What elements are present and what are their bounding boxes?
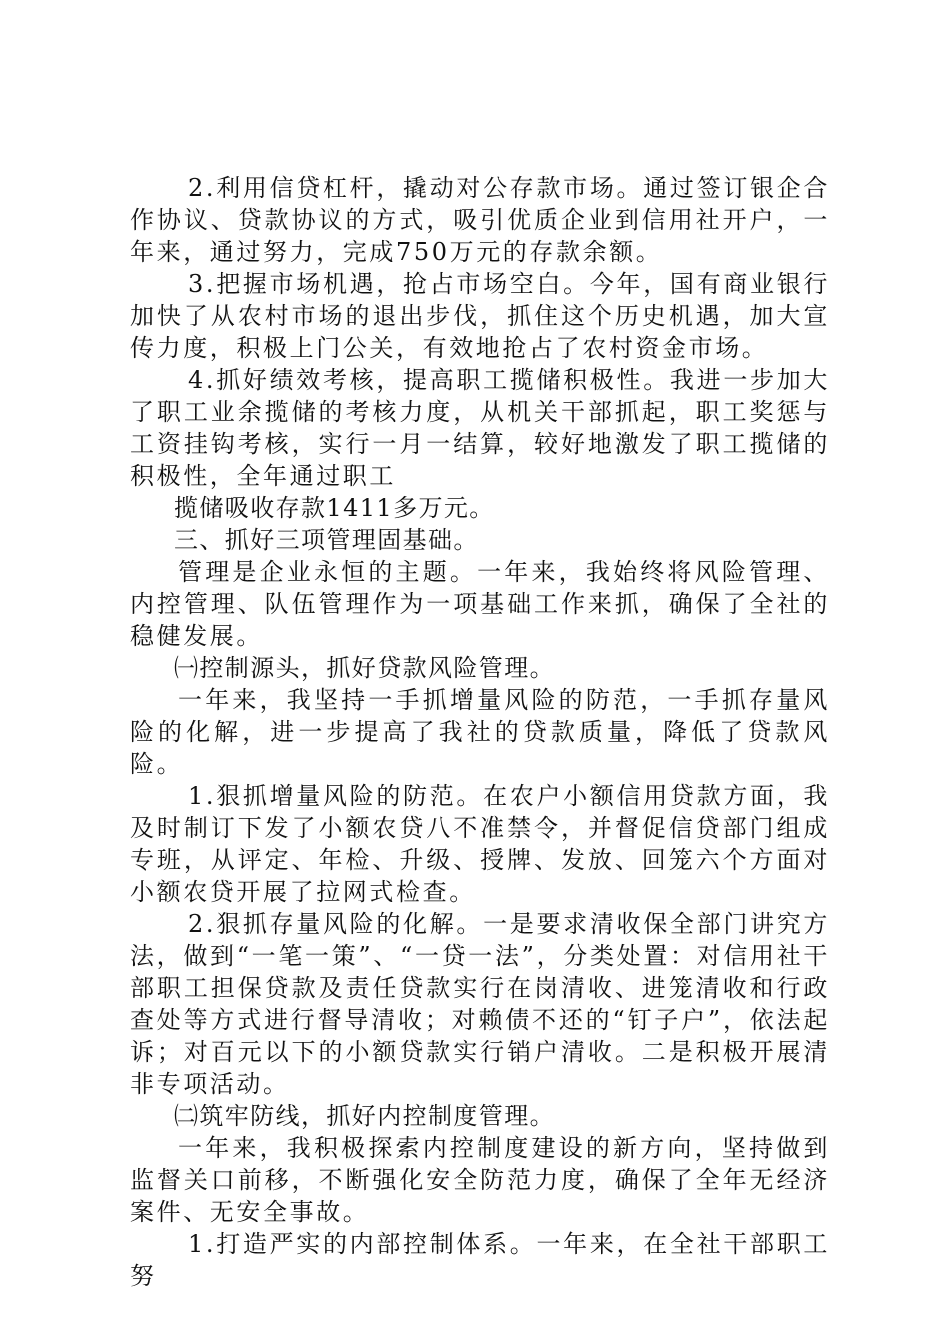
paragraph-performance-appraisal: 4.抓好绩效考核，提高职工揽储积极性。我进一步加大了职工业余揽储的考核力度，从机关干部抓起，职工奖惩与工资挂钩考核，实行一月一结算，较好地激发了职工揽储的积极性，全年通过职工 — [130, 366, 830, 490]
paragraph-control-system: 1.打造严实的内部控制体系。一年来，在全社干部职工努 — [130, 1230, 830, 1290]
paragraph-market-opportunity: 3.把握市场机遇，抢占市场空白。今年，国有商业银行加快了从农村市场的退出步伐，抓住这个历史机遇，加大宣传力度，积极上门公关，有效地抢占了农村资金市场。 — [130, 270, 830, 362]
paragraph-management-intro: 管理是企业永恒的主题。一年来，我始终将风险管理、内控管理、队伍管理作为一项基础工作来抓，确保了全社的稳健发展。 — [130, 558, 830, 650]
subsection-heading-loan-risk: ㈠控制源头，抓好贷款风险管理。 — [174, 654, 555, 682]
paragraph-deposit-leverage: 2.利用信贷杠杆，撬动对公存款市场。通过签订银企合作协议、贷款协议的方式，吸引优质企业到信用社开户，一年来，通过努力，完成750万元的存款余额。 — [130, 174, 830, 266]
paragraph-deposit-total: 揽储吸收存款1411多万元。 — [174, 494, 495, 522]
section-heading-three-managements: 三、抓好三项管理固基础。 — [174, 526, 479, 554]
subsection-heading-internal-control: ㈡筑牢防线，抓好内控制度管理。 — [174, 1102, 555, 1130]
paragraph-loan-risk-intro: 一年来，我坚持一手抓增量风险的防范，一手抓存量风险的化解，进一步提高了我社的贷款质量，降低了贷款风险。 — [130, 686, 830, 778]
paragraph-stock-risk: 2.狠抓存量风险的化解。一是要求清收保全部门讲究方法，做到“一笔一策”、“一贷一法”，分类处置：对信用社干部职工担保贷款及责任贷款实行在岗清收、进笼清收和行政查处等方式进行督导清收；对赖债不还的“钉子户”，依法起诉；对百元以下的小额贷款实行销户清收。二是积极开展清非专项活动。 — [130, 910, 830, 1098]
paragraph-internal-control-intro: 一年来，我积极探索内控制度建设的新方向，坚持做到监督关口前移，不断强化安全防范力度，确保了全年无经济案件、无安全事故。 — [130, 1134, 830, 1226]
document-body — [130, 172, 830, 1292]
paragraph-incremental-risk: 1.狠抓增量风险的防范。在农户小额信用贷款方面，我及时制订下发了小额农贷八不准禁令，并督促信贷部门组成专班，从评定、年检、升级、授牌、发放、回笼六个方面对小额农贷开展了拉网式检查。 — [130, 782, 830, 906]
